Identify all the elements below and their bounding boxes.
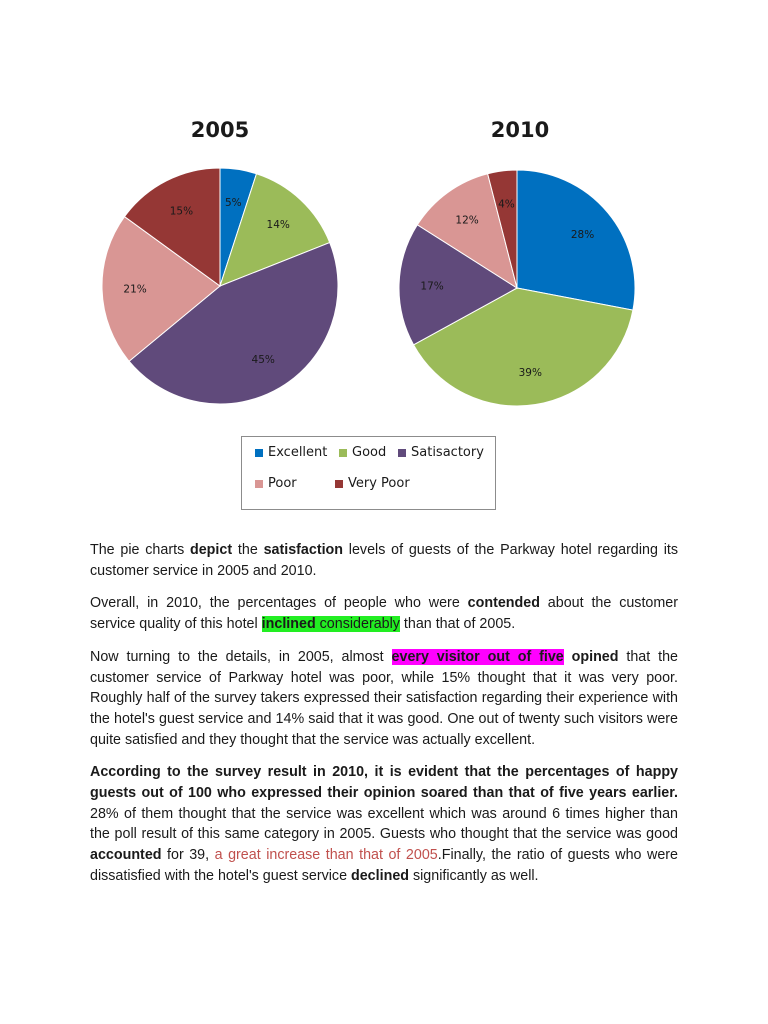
legend-swatch-good [339, 449, 347, 457]
pie-chart-2010 [399, 118, 635, 406]
slice-data-label: 45% [251, 354, 275, 367]
chart-title: 2005 [190, 118, 250, 142]
article-paragraph: Now turning to the details, in 2005, almost every visitor out of five opined that the customer service of Parkway hotel was poor, while 15% thought that it was very poor. Roughly half of the survey takers expressed their satisfaction regarding their experience with the hotel's guest service and 14% said that it was good. One out of twenty such visitors were quite satisfied and they thought that the service was actually excellent. [90, 648, 678, 748]
slice-data-label: 14% [266, 219, 290, 232]
red-text: a great increase than that of 2005 [214, 847, 438, 864]
legend-item-good [339, 445, 386, 460]
slice-data-label: 39% [518, 366, 542, 379]
legend-item-excellent [255, 445, 327, 460]
legend-swatch-excellent [255, 449, 263, 457]
bold-text: contended [467, 595, 540, 612]
slice-data-label: 17% [420, 280, 444, 293]
article-paragraph: The pie charts depict the satisfaction levels of guests of the Parkway hotel regarding its customer service in 2005 and 2010. [90, 542, 678, 579]
bold-text: satisfaction [263, 542, 344, 558]
slice-data-label: 21% [123, 283, 147, 296]
article-paragraph: According to the survey result in 2010, it is evident that the percentages of happy guests out of 100 who expressed their opinion soared than that of five years earlier. 28% of them thought that the service was excellent which was around 6 times higher than the poll result of this same category in 2005. Guests who thought that the service was good accounted for 39, a great increase than that of 2005.Finally, the ratio of guests who were dissatisfied with the hotel's guest service declined significantly as well. [90, 764, 678, 884]
legend-label-satisactory: Satisactory [411, 445, 484, 460]
legend-label-poor: Poor [268, 476, 297, 491]
highlighted-text: every visitor out of five [391, 648, 564, 665]
slice-data-label: 12% [455, 214, 479, 227]
legend-item-poor [255, 476, 297, 491]
legend-label-excellent: Excellent [268, 445, 328, 460]
slice-data-label: 28% [570, 228, 595, 241]
legend-swatch-very-poor [335, 480, 343, 488]
bold-text: opined [571, 648, 619, 665]
bold-text: declined [351, 867, 409, 884]
highlighted-text: inclined [261, 616, 316, 633]
slice-data-label: 4% [498, 198, 515, 211]
chart-legend [241, 436, 496, 510]
slice-data-label: 15% [169, 205, 194, 218]
bold-text: depict [190, 542, 233, 558]
bold-text: According to the survey result in 2010, it is evident that the percentages of happy guests out of 100 who expressed their opinion soared than that of five years earlier. [90, 764, 678, 802]
legend-item-satisactory [398, 445, 484, 460]
legend-label-good: Good [352, 445, 387, 460]
chart-title: 2010 [490, 118, 550, 142]
article-paragraph: Overall, in 2010, the percentages of people who were contended about the customer service quality of this hotel inclined considerably than that of 2005. [90, 595, 678, 633]
pie-chart-2005 [102, 118, 338, 404]
highlighted-text: considerably [315, 616, 400, 633]
article-text [90, 540, 678, 899]
legend-swatch-poor [255, 480, 263, 488]
slice-data-label: 5% [224, 197, 242, 210]
legend-label-very-poor: Very Poor [348, 476, 410, 491]
bold-text: accounted [90, 847, 162, 864]
legend-swatch-satisactory [398, 449, 406, 457]
legend-item-very-poor [335, 476, 410, 491]
